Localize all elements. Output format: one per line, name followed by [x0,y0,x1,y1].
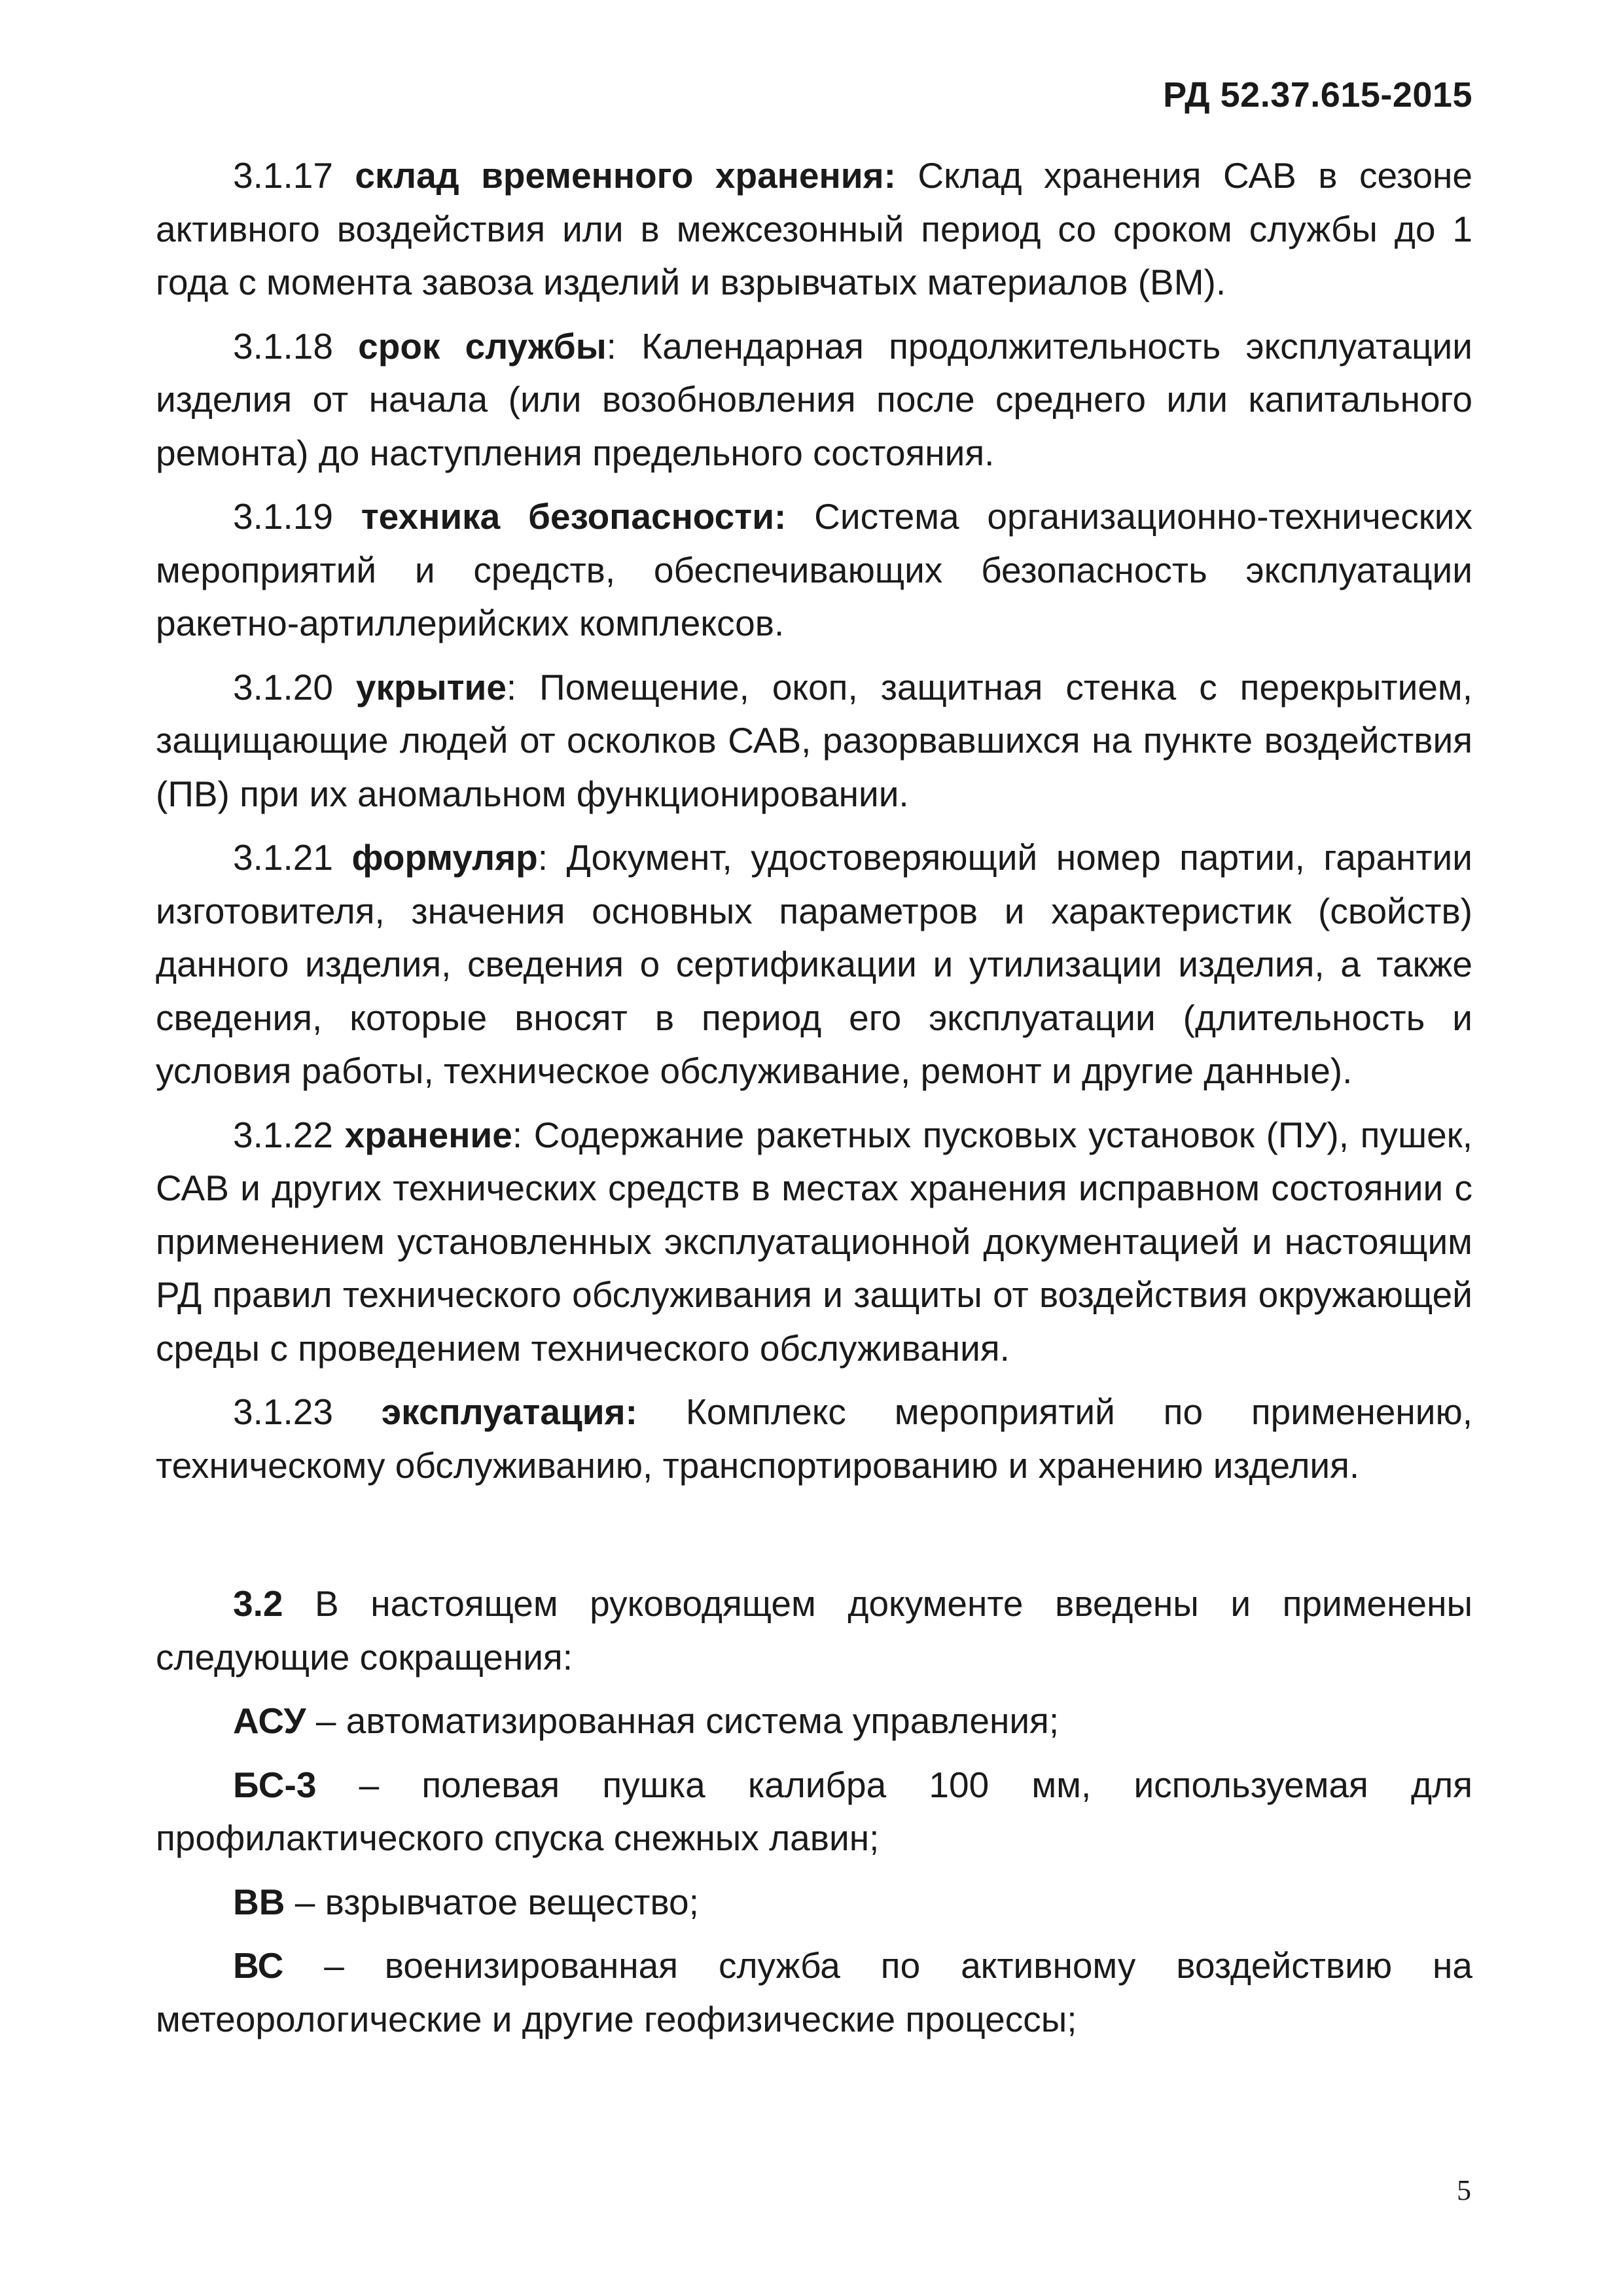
abbreviation-item [156,1876,1472,1929]
abbreviation-item [156,1695,1472,1748]
term-name: формуляр [351,837,538,878]
term-number: 3.1.19 [233,496,333,537]
section-text: В настоящем руководящем документе введены и применены следующие сокращения: [156,1583,1472,1677]
term-name: техника безопасности: [361,496,787,537]
term-definition [156,320,1472,480]
term-text: Система организационно-технических мероприятий и средств, обеспечивающих безопасность эксплуатации ракетно-артиллерийских комплексов. [156,496,1472,643]
page-number: 5 [1457,2174,1471,2206]
abbreviation-term: ВС [233,1945,284,1986]
term-text: : Документ, удостоверяющий номер партии, гарантии изготовителя, значения основных параметров и характеристик (свойств) данного изделия, сведения о сертификации и утилизации изделия, а также сведения, которые вносят в период его эксплуатации (длительность и условия работы, техническое обслуживание, ремонт и другие данные). [156,837,1472,1091]
abbreviation-term: БС-3 [233,1764,317,1805]
term-name: эксплуатация: [381,1391,637,1432]
term-number: 3.1.18 [233,325,333,367]
abbreviation-term: ВВ [233,1881,285,1922]
abbreviation-text: – военизированная служба по активному воздействию на метеорологические и другие геофизические процессы; [156,1945,1472,2039]
term-number: 3.1.17 [233,155,333,196]
term-text: Комплекс мероприятий по применению, техническому обслуживанию, транспортированию и хранению изделия. [156,1391,1472,1486]
term-definition [156,1386,1472,1492]
document-body [156,149,1472,2056]
term-name: склад временного хранения: [355,155,896,196]
term-number: 3.1.21 [233,837,333,878]
term-name: срок службы [358,325,607,367]
term-text: : Помещение, окоп, защитная стенка с перекрытием, защищающие людей от осколков САВ, разорвавшихся на пункте воздействия (ПВ) при их аномальном функционировании. [156,666,1473,814]
term-definition [156,831,1472,1098]
term-number: 3.1.22 [233,1114,333,1155]
term-definition [156,1109,1472,1376]
document-code: РД 52.37.615-2015 [1163,75,1472,115]
term-definition [156,661,1472,821]
abbreviation-item [156,1939,1472,2046]
section-paragraph [156,1577,1472,1684]
term-text: : Календарная продолжительность эксплуатации изделия от начала (или возобновления после среднего или капитального ремонта) до наступления предельного состояния. [156,325,1473,473]
term-number: 3.1.23 [233,1391,333,1432]
abbreviation-text: – автоматизированная система управления; [306,1700,1060,1741]
abbreviation-text: – полевая пушка калибра 100 мм, используемая для профилактического спуска снежных лавин; [156,1764,1472,1858]
abbreviation-term: АСУ [233,1700,306,1741]
term-name: укрытие [355,666,507,708]
abbreviation-text: – взрывчатое вещество; [285,1881,699,1922]
term-definition [156,490,1472,651]
section-number: 3.2 [233,1583,283,1624]
term-text: : Содержание ракетных пусковых установок (ПУ), пушек, САВ и других технических средств в местах хранения исправном состоянии с применением установленных эксплуатационной документацией и настоящим РД правил технического обслуживания и защиты от воздействия окружающей среды с проведением технического обслуживания. [156,1114,1472,1369]
term-name: хранение [344,1114,512,1155]
term-number: 3.1.20 [233,666,333,708]
abbreviation-item [156,1759,1472,1865]
term-definition [156,149,1472,310]
term-text: Склад хранения САВ в сезоне активного воздействия или в межсезонный период со сроком службы до 1 года с момента завоза изделий и взрывчатых материалов (ВМ). [156,155,1473,302]
